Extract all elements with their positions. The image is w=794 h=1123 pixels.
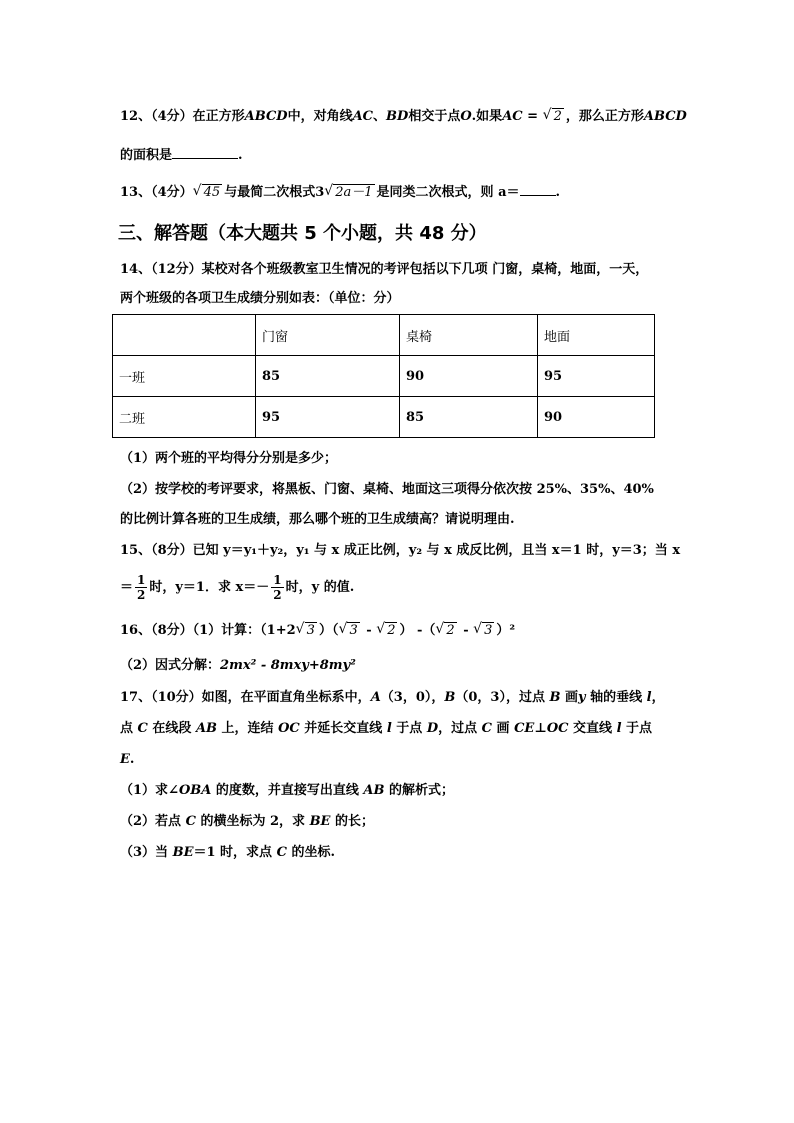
q17-var: OC xyxy=(278,721,300,736)
q15-text: 时，y＝1．求 x＝－ xyxy=(149,580,270,595)
q14-line1: 14、（12分）某校对各个班级教室卫生情况的考评包括以下几项 门窗，桌椅，地面，一天， xyxy=(120,262,649,277)
q17-text: 于点 xyxy=(391,721,427,736)
q17-text: ，过点 xyxy=(438,721,482,736)
q12-text: 中，对角线 xyxy=(287,109,353,124)
q12-text: = xyxy=(522,109,543,124)
q17-var: D xyxy=(426,721,439,736)
score-table xyxy=(112,314,655,438)
q17-var: C xyxy=(481,721,493,736)
q16-text: ）（ xyxy=(318,623,339,638)
q17-var: l xyxy=(646,690,652,705)
q17-var: C xyxy=(276,845,287,860)
q17-var: OBA xyxy=(178,783,212,798)
q13-line xyxy=(120,181,560,203)
q17-text: 的度数，并直接写出直线 xyxy=(211,783,364,798)
table-cell: 85 xyxy=(256,356,400,397)
q17-var: l xyxy=(616,721,622,736)
table-cell: 85 xyxy=(400,397,538,438)
q16-text: 16、（8分）（1）计算：（1+2 xyxy=(120,623,296,638)
q12-line1 xyxy=(120,107,687,127)
q17-var: OC xyxy=(546,721,569,736)
q17-text: 的坐标. xyxy=(286,845,336,860)
q15-text: ＝ xyxy=(120,580,134,595)
q17-text: 并延长交直线 xyxy=(299,721,387,736)
table-row xyxy=(113,397,655,438)
q17-var: y xyxy=(578,690,586,705)
table-cell: 90 xyxy=(538,397,655,438)
q17-text: 17、（10分）如图，在平面直角坐标系中， xyxy=(120,690,371,705)
q17-var: AB xyxy=(363,783,385,798)
q16-line1 xyxy=(120,621,515,641)
q12-square-name: ABCD xyxy=(244,109,288,124)
q17-var: B xyxy=(444,690,456,705)
q12-point-o: O xyxy=(460,109,472,124)
q17-text: （3，0）， xyxy=(380,690,445,705)
q17-text: 上，连结 xyxy=(217,721,279,736)
q12-text: 、 xyxy=(373,109,387,124)
q17-sub1 xyxy=(120,781,454,801)
fraction-one-half: $\frac{1}{2}$ xyxy=(137,573,146,602)
q16-text: ） -（ xyxy=(399,623,436,638)
answer-blank[interactable] xyxy=(520,181,556,196)
q17-text: . xyxy=(129,752,135,767)
table-header: 地面 xyxy=(538,315,655,356)
q16-text: （2）因式分解： xyxy=(120,658,221,673)
q17-text: （2）若点 xyxy=(120,814,186,829)
sqrt-3: √ 3 xyxy=(473,621,493,638)
q17-var: AB xyxy=(195,721,218,736)
q13-text: 13、（4分） xyxy=(120,185,193,200)
q17-var: C xyxy=(137,721,148,736)
q17-text: 轴的垂线 xyxy=(585,690,647,705)
q17-sub2 xyxy=(120,812,374,832)
q12-text: 的面积是 xyxy=(120,148,173,163)
sqrt-2: √ 2 xyxy=(435,621,455,638)
sqrt-3: √ 3 xyxy=(295,621,315,638)
table-cell: 90 xyxy=(400,356,538,397)
q12-text: 12、（4分）在正方形 xyxy=(120,109,245,124)
sqrt-2a-1: √ 2a－1 xyxy=(324,183,373,200)
q17-line2 xyxy=(120,719,652,739)
q17-var: BE xyxy=(309,814,331,829)
q12-text: .如果 xyxy=(471,109,503,124)
q12-line2 xyxy=(120,144,243,166)
q17-text: 在线段 xyxy=(147,721,196,736)
q12-bd: BD xyxy=(386,109,409,124)
q12-text: 相交于点 xyxy=(408,109,461,124)
q15-text: 时，y 的值. xyxy=(285,580,355,595)
q14-line2: 两个班级的各项卫生成绩分别如表：（单位：分） xyxy=(120,291,400,306)
q17-text: 画 xyxy=(492,721,515,736)
q16-text: ）² xyxy=(496,623,516,638)
q17-text: 交直线 xyxy=(568,721,617,736)
sqrt-3: √ 3 xyxy=(338,621,358,638)
q17-text: ⊥ xyxy=(534,721,547,736)
q17-var: B xyxy=(549,690,561,705)
sqrt-2: √ 2 xyxy=(542,107,562,124)
q17-line3 xyxy=(120,750,134,770)
q17-text: 点 xyxy=(120,721,138,736)
q12-square-name: ABCD xyxy=(643,109,687,124)
q17-text: 的长； xyxy=(330,814,374,829)
q12-ac: AC xyxy=(502,109,523,124)
table-cell xyxy=(113,315,256,356)
q13-text: 是同类二次根式，则 a＝ xyxy=(376,185,520,200)
q16-line2 xyxy=(120,656,356,676)
q13-text: 与最简二次根式 xyxy=(224,185,316,200)
q17-text: （1）求∠ xyxy=(120,783,179,798)
q14-sub2-line2: 的比例计算各班的卫生成绩，那么哪个班的卫生成绩高？请说明理由. xyxy=(120,512,515,527)
table-cell: 95 xyxy=(538,356,655,397)
q13-text: . xyxy=(555,185,561,200)
q17-var: E xyxy=(120,752,130,767)
table-cell: 一班 xyxy=(113,356,256,397)
q16-text: - xyxy=(458,623,474,638)
q15-line1: 15、（8分）已知 y＝y₁＋y₂，y₁ 与 x 成正比例，y₂ 与 x 成反比例，且当 x＝1 时，y＝3；当 x xyxy=(120,543,681,558)
fraction-one-half: $\frac{1}{2}$ xyxy=(273,573,282,602)
table-header: 桌椅 xyxy=(400,315,538,356)
q16-expression: 2mx² - 8mxy+8my² xyxy=(220,658,356,673)
q17-text: 的解析式； xyxy=(384,783,455,798)
q17-text: ＝1 时，求点 xyxy=(193,845,277,860)
q17-text: （3）当 xyxy=(120,845,173,860)
q12-ac: AC xyxy=(352,109,374,124)
q17-var: BE xyxy=(172,845,194,860)
q17-text: 的横坐标为 2，求 xyxy=(195,814,310,829)
q12-text: ，那么正方形 xyxy=(565,109,644,124)
q14-sub2-line1: （2）按学校的考评要求，将黑板、门窗、桌椅、地面这三项得分依次按 25%、35%、40% xyxy=(120,482,654,497)
answer-blank[interactable] xyxy=(172,144,238,159)
q17-sub3 xyxy=(120,843,335,863)
table-header: 门窗 xyxy=(256,315,400,356)
section-heading: 三、解答题（本大题共 5 个小题，共 48 分） xyxy=(118,223,487,244)
sqrt-45: √ 45 xyxy=(192,183,221,200)
table-cell: 二班 xyxy=(113,397,256,438)
q17-line1 xyxy=(120,688,665,708)
q14-sub1: （1）两个班的平均得分分别是多少； xyxy=(120,451,338,466)
q17-var: A xyxy=(370,690,381,705)
q16-text: - xyxy=(361,623,377,638)
table-cell: 95 xyxy=(256,397,400,438)
table-row xyxy=(113,356,655,397)
table-header-row xyxy=(113,315,655,356)
q17-var: CE xyxy=(514,721,535,736)
q17-text: （0，3），过点 xyxy=(455,690,550,705)
q15-line2 xyxy=(120,572,354,604)
q17-var: C xyxy=(185,814,196,829)
q12-text: . xyxy=(238,148,243,163)
sqrt-2: √ 2 xyxy=(376,621,396,638)
q17-text: 于点 xyxy=(621,721,653,736)
q17-var: l xyxy=(386,721,392,736)
q17-text: ， xyxy=(651,690,665,705)
q17-text: 画 xyxy=(560,690,579,705)
q13-coef: 3 xyxy=(315,185,325,200)
